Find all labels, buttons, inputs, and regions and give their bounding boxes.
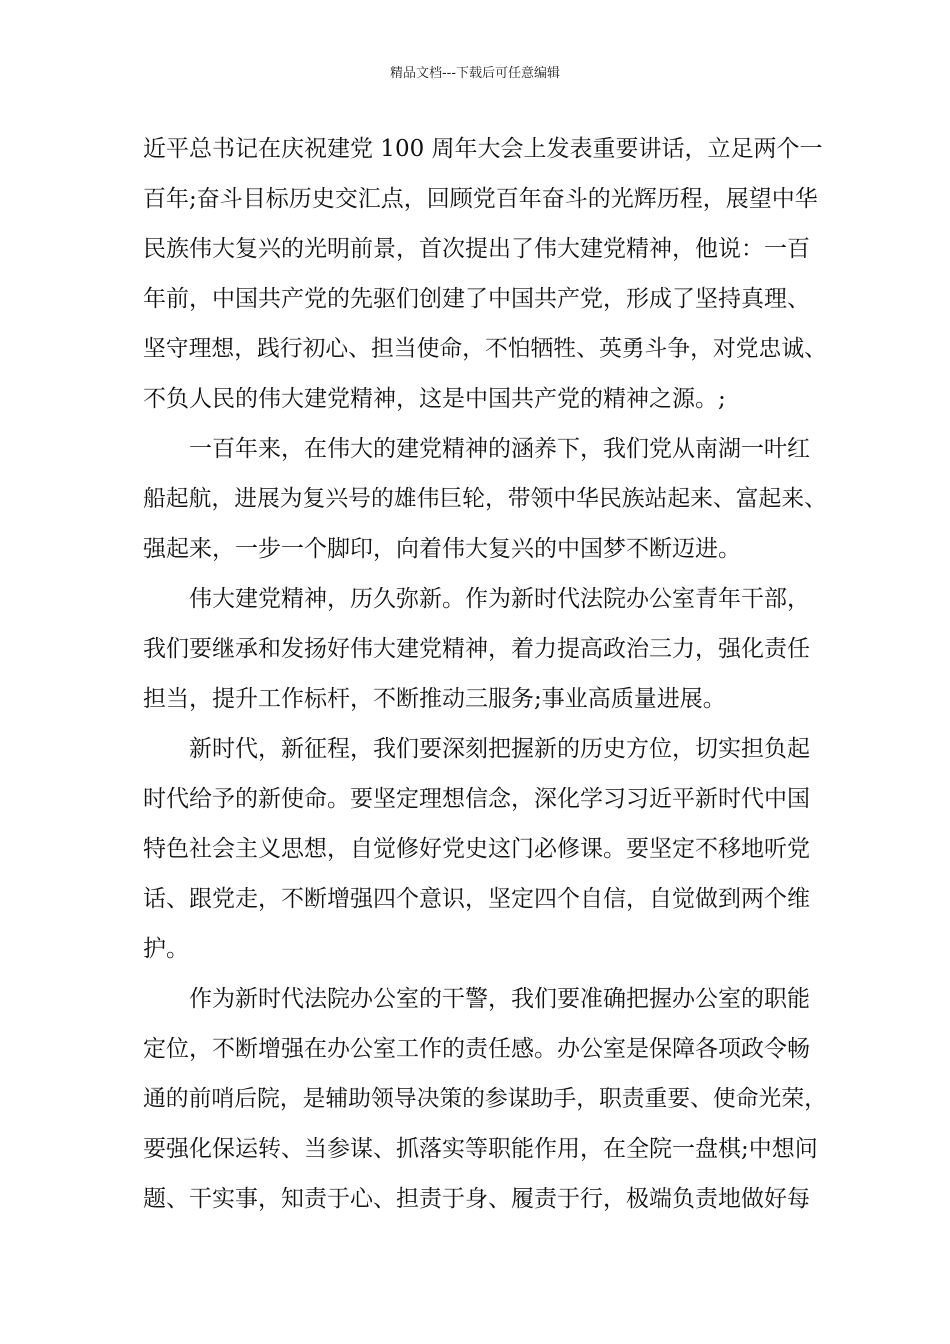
text-line: 定位，不断增强在办公室工作的责任感。办公室是保障各项政令畅 [143,1036,810,1062]
text-line: 题、干实事，知责于心、担责于身、履责于行，极端负责地做好每 [143,1186,810,1212]
text-line: 百年;奋斗目标历史交汇点，回顾党百年奋斗的光辉历程，展望中华 [143,186,818,212]
text-line: 强起来，一步一个脚印，向着伟大复兴的中国梦不断迈进。 [143,536,741,562]
text-line: 民族伟大复兴的光明前景，首次提出了伟大建党精神，他说：一百 [143,236,810,262]
text-line: 护。 [143,936,189,962]
text-line: 要强化保运转、当参谋、抓落实等职能作用，在全院一盘棋;中想问 [143,1136,818,1162]
text-line: 时代给予的新使命。要坚定理想信念，深化学习习近平新时代中国 [143,786,810,812]
text-line: 我们要继承和发扬好伟大建党精神，着力提高政治三力，强化责任 [143,636,810,662]
text-line: 船起航，进展为复兴号的雄伟巨轮，带领中华民族站起来、富起来、 [143,486,827,512]
paragraph-first-line: 一百年来，在伟大的建党精神的涵养下，我们党从南湖一叶红 [189,436,810,462]
paragraph-first-line: 新时代，新征程，我们要深刻把握新的历史方位，切实担负起 [189,736,810,762]
text-line: 话、跟党走，不断增强四个意识，坚定四个自信，自觉做到两个维 [143,886,810,912]
text-line: 不负人民的伟大建党精神，这是中国共产党的精神之源。; [143,386,726,412]
paragraph-first-line: 作为新时代法院办公室的干警，我们要准确把握办公室的职能 [189,986,810,1012]
paragraph-first-line: 伟大建党精神，历久弥新。作为新时代法院办公室青年干部， [189,586,810,612]
document-body [143,128,827,1228]
text-line: 年前，中国共产党的先驱们创建了中国共产党，形成了坚持真理、 [143,286,810,312]
text-line: 近平总书记在庆祝建党 100 周年大会上发表重要讲话，立足两个一 [143,136,823,162]
text-line: 通的前哨后院，是辅助领导决策的参谋助手，职责重要、使命光荣， [143,1086,827,1112]
text-line: 担当，提升工作标杆，不断推动三服务;事业高质量进展。 [143,686,726,712]
page-header: 精品文档---下载后可任意编辑 [389,66,561,81]
text-line: 特色社会主义思想，自觉修好党史这门必修课。要坚定不移地听党 [143,836,810,862]
text-line: 坚守理想，践行初心、担当使命，不怕牺牲、英勇斗争，对党忠诚、 [143,336,827,362]
